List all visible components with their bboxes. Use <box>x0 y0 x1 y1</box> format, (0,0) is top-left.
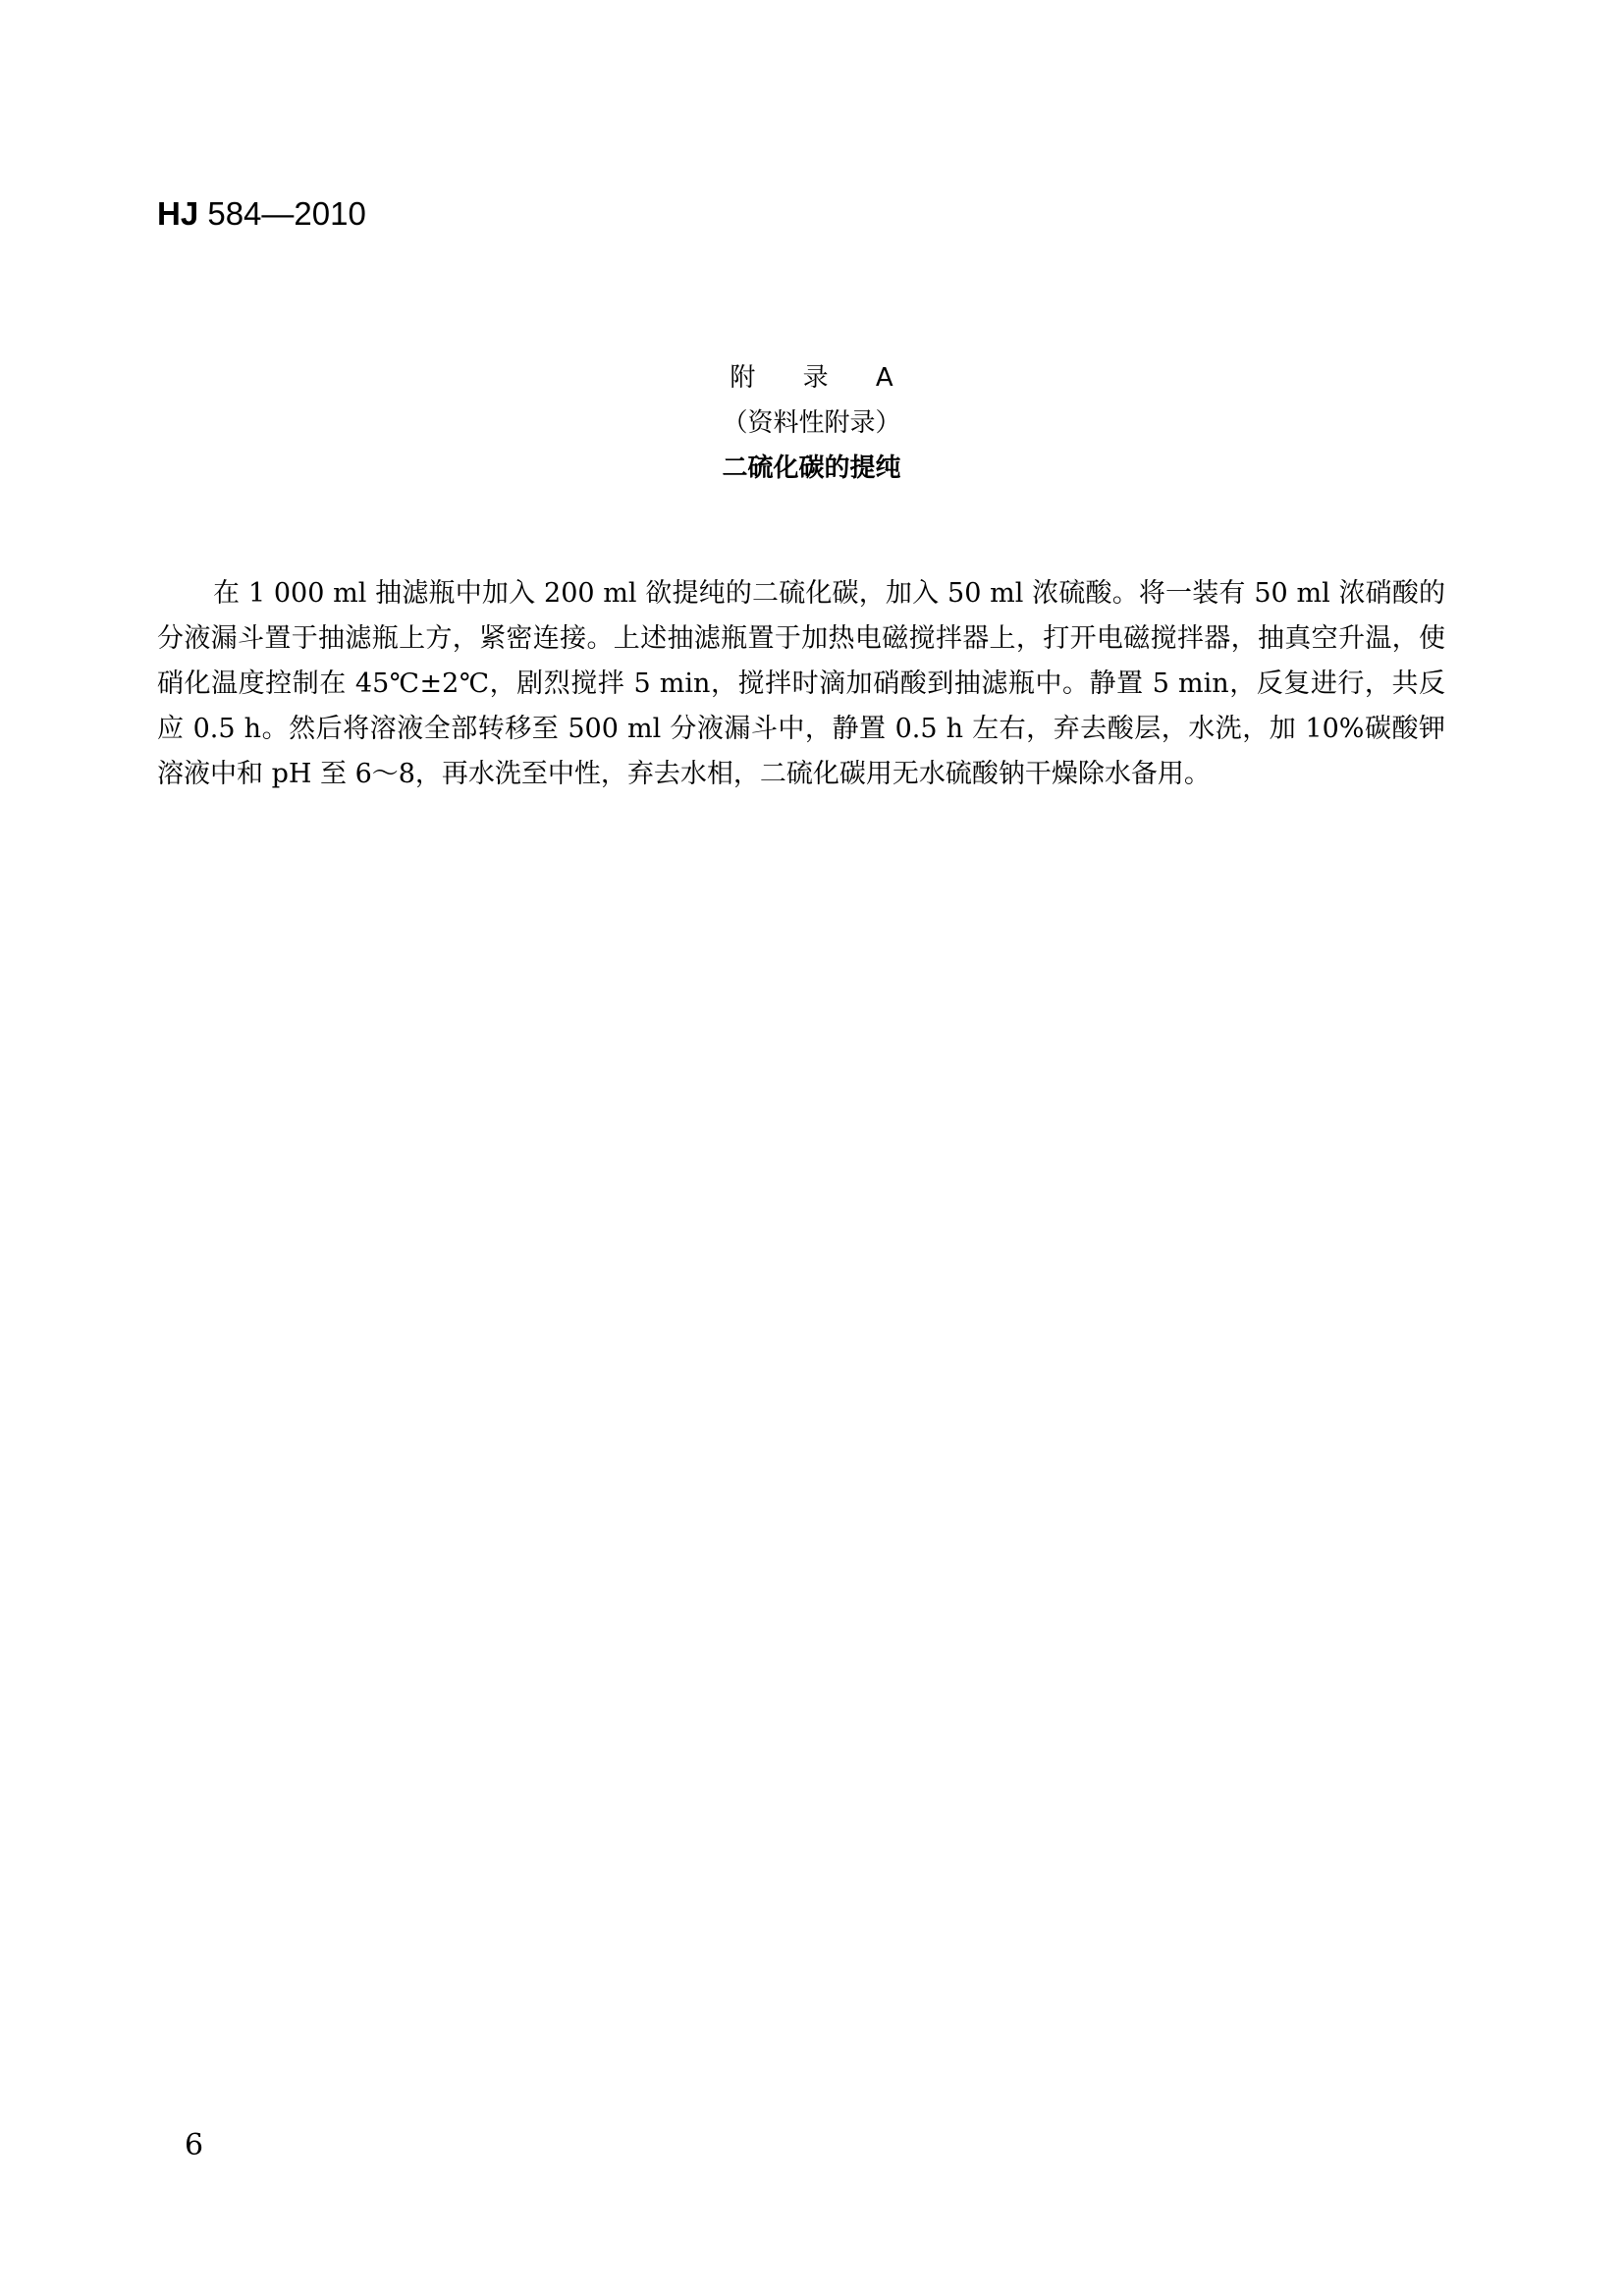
standard-code <box>157 194 366 234</box>
body-paragraph: 在 1 000 ml 抽滤瓶中加入 200 ml 欲提纯的二硫化碳，加入 50 ml 浓硫酸。将一装有 50 ml 浓硝酸的分液漏斗置于抽滤瓶上方，紧密连接。上述抽滤瓶置于加热电磁搅拌器上，打开电磁搅拌器，抽真空升温，使硝化温度控制在 45℃±2℃，剧烈搅拌 5 min，搅拌时滴加硝酸到抽滤瓶中。静置 5 min，反复进行，共反应 0.5 h。然后将溶液全部转移至 500 ml 分液漏斗中，静置 0.5 h 左右，弃去酸层，水洗，加 10%碳酸钾溶液中和 pH 至 6～8，再水洗至中性，弃去水相，二硫化碳用无水硫酸钠干燥除水备用。 <box>157 578 1445 789</box>
appendix-type: （资料性附录） <box>722 408 901 438</box>
appendix-heading <box>0 355 1623 491</box>
standard-code-prefix: HJ <box>157 195 199 232</box>
appendix-label: 附 录 A <box>730 363 913 393</box>
appendix-title: 二硫化碳的提纯 <box>722 454 901 483</box>
page-number: 6 <box>185 2128 204 2163</box>
standard-code-number: 584—2010 <box>198 195 366 232</box>
